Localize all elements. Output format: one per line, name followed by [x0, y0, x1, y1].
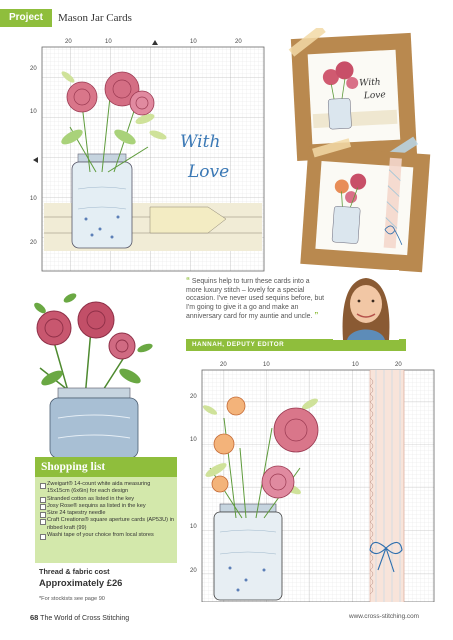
- y-tick: 10: [30, 109, 37, 115]
- x-tick: 20: [65, 39, 72, 45]
- card-lettering: With: [358, 77, 381, 89]
- stitched-design-photo: [10, 278, 185, 458]
- quote-text: Sequins help to turn these cards into a more luxury stitch – lovely for a special occasion. I've never used sequins before, but I'm going to give it a go and make an anniversary card for my auntie and uncle.: [186, 278, 325, 321]
- list-item: Josy Rose® sequins as listed in the key: [40, 503, 174, 510]
- x-tick: 10: [263, 362, 270, 368]
- chart-lettering: Love: [188, 162, 230, 182]
- section-tab: Project: [0, 9, 52, 27]
- list-item: Washi tape of your choice from local stores: [40, 532, 174, 539]
- checkbox-icon: [40, 534, 46, 540]
- x-tick: 20: [395, 362, 402, 368]
- y-tick: 10: [190, 524, 197, 530]
- stockists-note: *For stockists see page 90: [39, 596, 105, 602]
- list-item: Size 24 tapestry needle: [40, 510, 174, 517]
- close-quote-icon: ”: [314, 311, 319, 321]
- jar: [72, 162, 132, 248]
- list-item: Stranded cotton as listed in the key: [40, 496, 174, 503]
- rose: [130, 91, 154, 115]
- quote: [186, 277, 326, 322]
- footer-url[interactable]: www.cross-stitching.com: [349, 613, 419, 620]
- x-tick: 10: [352, 362, 359, 368]
- checkbox-icon: [40, 519, 46, 525]
- y-tick: 20: [30, 240, 37, 246]
- quote-byline: HANNAH, DEPUTY EDITOR: [186, 339, 406, 351]
- photo-cards: [288, 28, 438, 274]
- list-item: Zweigart® 14-count white aida measuring 15x15cm (6x6in) for each design: [40, 481, 174, 496]
- page-title: Mason Jar Cards: [58, 12, 132, 24]
- y-tick: 10: [30, 196, 37, 202]
- cost-value: Approximately £26: [39, 577, 123, 588]
- cost-label: Thread & fabric cost: [39, 567, 110, 576]
- y-tick: 20: [190, 394, 197, 400]
- page-number: 68: [30, 613, 39, 622]
- x-tick: 10: [105, 39, 112, 45]
- x-tick: 10: [190, 39, 197, 45]
- y-tick: 20: [30, 66, 37, 72]
- y-tick: 20: [190, 568, 197, 574]
- card-bottom: [300, 135, 431, 272]
- top-chart: [30, 37, 280, 277]
- list-item: Craft Creations® square aperture cards (AP53U) in ribbed kraft (99): [40, 517, 174, 532]
- magazine-name: The World of Cross Stitching: [40, 615, 130, 622]
- checkbox-icon: [40, 483, 46, 489]
- shopping-list-heading: Shopping list: [35, 457, 177, 477]
- bottom-chart: [180, 358, 438, 602]
- x-tick: 20: [220, 362, 227, 368]
- rose: [67, 82, 97, 112]
- editor-avatar: [333, 270, 399, 340]
- card-top: [288, 28, 419, 169]
- footer-left: [30, 613, 129, 622]
- x-tick: 20: [235, 39, 242, 45]
- chart-lettering: With: [180, 132, 221, 152]
- open-quote-icon: “: [186, 276, 190, 285]
- card-lettering: Love: [363, 90, 386, 102]
- y-tick: 10: [190, 437, 197, 443]
